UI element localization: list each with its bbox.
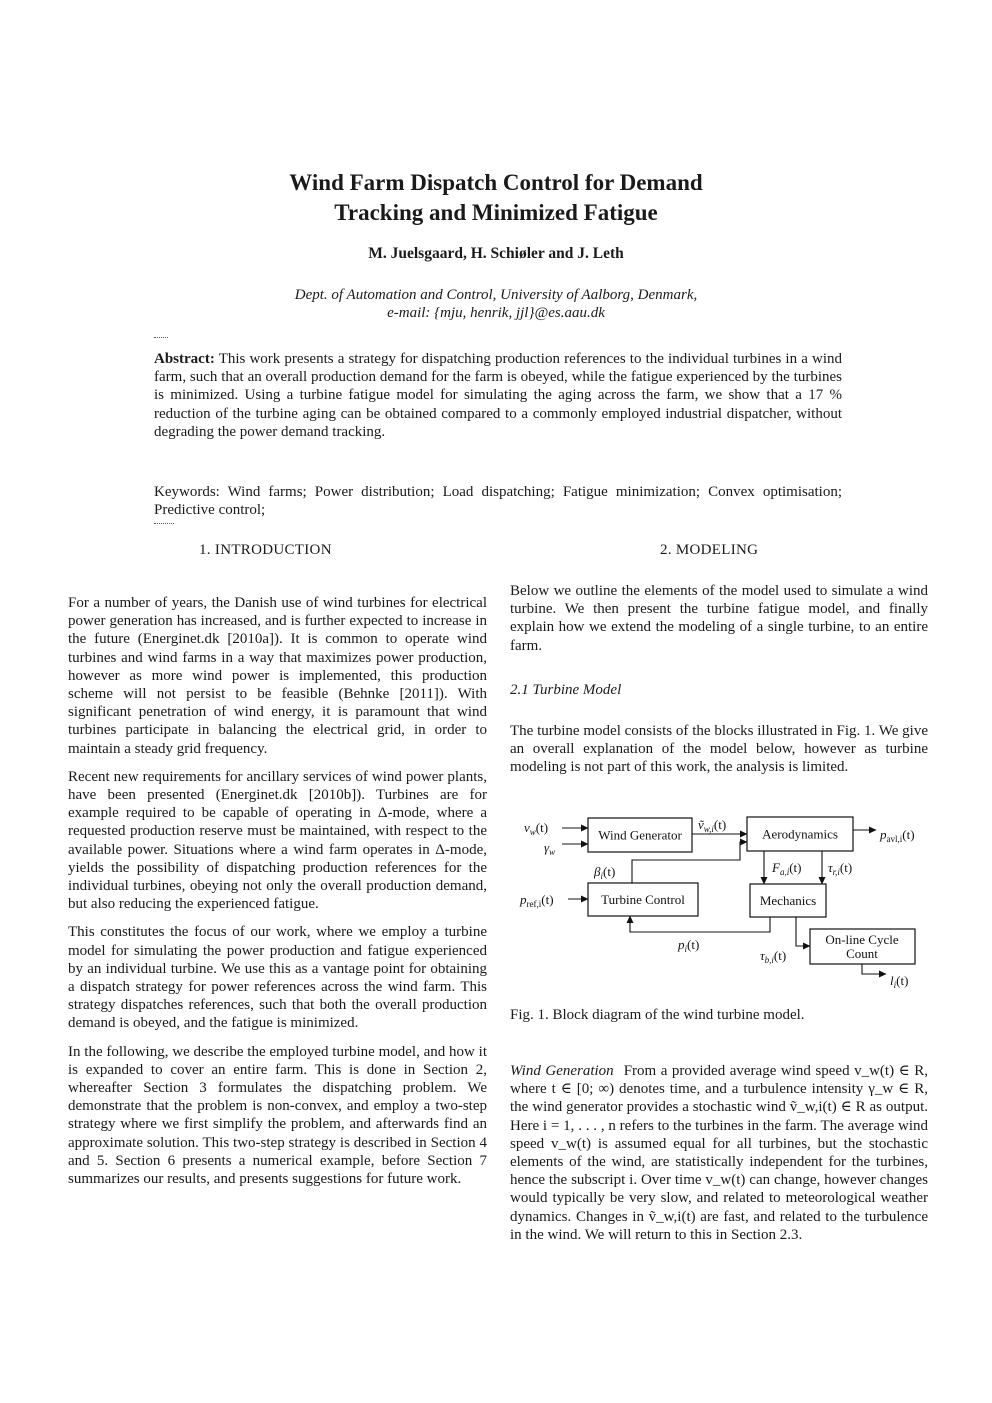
cycle-count-label-line-2: Count [846,946,878,961]
signal-beta-argument: (t) [603,864,616,879]
signal-pi-argument: (t) [687,937,700,952]
signal-vw-symbol: v [524,820,530,835]
signal-taub [760,948,786,965]
abstract-label: Abstract: [154,351,215,367]
signal-pavl-subscript: avl,i [886,834,903,844]
signal-fa-subscript: a,i [779,867,790,877]
signal-vw [524,820,548,837]
affiliation [150,286,842,322]
cycle-count-label-line-1: On-line Cycle [825,932,899,947]
block-diagram [510,808,930,998]
modeling-intro [510,582,928,665]
figure-caption: Fig. 1. Block diagram of the wind turbine model. [510,1007,805,1023]
section-heading-introduction: 1. INTRODUCTION [199,542,332,558]
intro-paragraph-1: For a number of years, the Danish use of wind turbines for electrical power generation has increased, and is further expected to increase in the future (Energinet.dk [2010a]). It is common to operate wind turbines and wind farms in a way that maximizes power production, however as more wind power is implemented, this production scheme will not persist to be feasible (Behnke [2011]). With significant penetration of wind energy, it is paramount that wind turbines participate in balancing the electrical grid, in order to maintain a steady grid frequency. [68,595,487,757]
signal-pavl-symbol: p [880,827,887,842]
signal-taur-subscript: r,i [832,867,840,877]
signal-pavl-argument: (t) [902,827,915,842]
signal-pavl [879,827,915,844]
wind-generation-text: From a provided average wind speed v_w(t) ∈ R, where t ∈ [0; ∞) denotes time, and a turbulence intensity γ_w ∈ R, the wind generator provides a stochastic wind ṽ_w,i(t) ∈ R as output. Here i = 1, . . . , n refers to the turbines in the farm. The average wind speed v_w(t) is assumed equal for all turbines, but the stochastic elements of the wind, are statistically independent for the turbines, hence the subscript i. Over time v_w(t) can change, however changes would typically be very slow, and related to meteorological weather dynamics. Changes in ṽ_w,i(t) are fast, and related to the turbulence in the wind. We will return to this in Section 2.3. [510,1063,928,1243]
wind-generation-paragraph [510,1062,928,1244]
affiliation-line-1: Dept. of Automation and Control, University of Aalborg, Denmark, [294,287,698,303]
signal-taub-subscript: b,i [764,955,774,965]
taub-arrow [796,917,810,946]
signal-vtilde-argument: (t) [713,817,727,832]
pi-feedback-arrow [630,916,770,932]
signal-li-subscript: i [893,980,897,990]
signal-gamma [544,840,555,857]
keywords-bottom-marker [154,523,174,524]
aerodynamics-label: Aerodynamics [762,826,838,842]
title-line-2: Tracking and Minimized Fatigue [334,200,658,225]
signal-pi-subscript: i [684,944,688,954]
signal-beta [593,864,615,881]
signal-gamma-subscript: w [549,847,556,857]
signal-fa-symbol: F [772,860,780,875]
wind-generation-run-head: Wind Generation [510,1063,614,1079]
turbine-model-body [510,722,928,787]
signal-gamma-symbol: γ [544,840,550,855]
signal-beta-subscript: i [600,871,603,881]
wind-generator-label: Wind Generator [598,827,682,843]
signal-pref-argument: (t) [541,892,554,907]
turbine-control-label: Turbine Control [601,892,685,907]
section-heading-modeling: 2. MODELING [660,542,759,558]
signal-li-argument: (t) [896,973,909,988]
intro-paragraph-4: In the following, we describe the employed turbine model, and how it is expanded to cover an entire farm. This is done in Section 2, whereafter Section 3 formulates the dispatching problem. We demonstrate that the problem is non-convex, and employ a two-step strategy where we first simplify the problem, and afterwards find an approximate solution. This two-step strategy is described in Section 4 and 5. Section 6 presents a numerical example, before Section 7 summarizes our results, and presents suggestions for future work. [68,1043,487,1188]
signal-vtilde [698,817,726,834]
signal-fa [771,860,802,877]
affiliation-line-2: e-mail: {mju, henrik, jjl}@es.aau.dk [387,305,605,321]
abstract [154,350,842,441]
authors: M. Juelsgaard, H. Schiøler and J. Leth [368,245,624,262]
signal-taub-argument: (t) [773,948,787,963]
signal-pref-symbol: p [520,892,527,907]
signal-li-symbol: l [890,973,894,988]
signal-beta-symbol: β [594,864,601,879]
abstract-top-marker [154,337,168,338]
signal-li [890,973,908,990]
signal-fa-argument: (t) [789,860,802,875]
li-output-arrow [862,964,886,974]
modeling-intro-paragraph: Below we outline the elements of the model used to simulate a wind turbine. We then present the turbine fatigue model, and finally explain how we extend the modeling of a single turbine, to an entire farm. [510,583,928,654]
introduction-body [68,594,487,1198]
intro-paragraph-2: Recent new requirements for ancillary services of wind power plants, have been presented (Energinet.dk [2010b]). Turbines are for example required to be capable of operating in Δ-mode, where a requested production reserve must be maintained, with respect to the available power. Situations where a wind farm operates in Δ-mode, yields the possibility of dispatching production references for the individual turbines, obeying not only the overall production demand, but also reducing the experienced fatigue. [68,768,487,913]
signal-vtilde-symbol: ṽ [698,817,704,832]
signal-taub-symbol: τ [760,948,765,963]
signal-vw-subscript: w [529,827,536,837]
subsection-heading-turbine-model: 2.1 Turbine Model [510,682,622,698]
signal-pref [519,892,554,909]
signal-pi-symbol: p [678,937,685,952]
wind-generation-body [510,1062,928,1254]
title-line-1: Wind Farm Dispatch Control for Demand [289,170,703,195]
signal-vw-argument: (t) [535,820,549,835]
signal-pi [677,937,699,954]
intro-paragraph-3: This constitutes the focus of our work, where we employ a turbine model for simulating the power production and fatigue experienced by an individual turbine. We use this as a vantage point for obtaining a dispatch strategy for power references across the wind farm. This strategy dispatches references, such that both the overall production demand is obeyed, and the fatigue is minimized. [68,924,487,1032]
mechanics-label: Mechanics [759,893,817,908]
signal-taur-argument: (t) [839,860,853,875]
paper-title [150,168,842,228]
signal-taur-symbol: τ [828,860,833,875]
signal-vtilde-subscript: w,i [703,824,714,834]
turbine-model-paragraph: The turbine model consists of the blocks illustrated in Fig. 1. We give an overall explanation of the model below, however as turbine modeling is not part of this work, the analysis is limited. [510,723,928,776]
keywords: Keywords: Wind farms; Power distribution; Load dispatching; Fatigue minimization; Convex optimisation; Predictive control; [154,484,842,519]
signal-pref-subscript: ref,i [526,899,542,909]
signal-taur [828,860,852,877]
abstract-text: This work presents a strategy for dispatching production references to the individual turbines in a wind farm, such that an overall production demand for the farm is obeyed, while the fatigue experienced by the turbines is minimized. Using a turbine fatigue model for simulating the aging across the farm, we show that a 17 % reduction of the turbine aging can be obtained compared to a commonly employed industrial dispatcher, without degrading the power demand tracking. [154,351,842,440]
